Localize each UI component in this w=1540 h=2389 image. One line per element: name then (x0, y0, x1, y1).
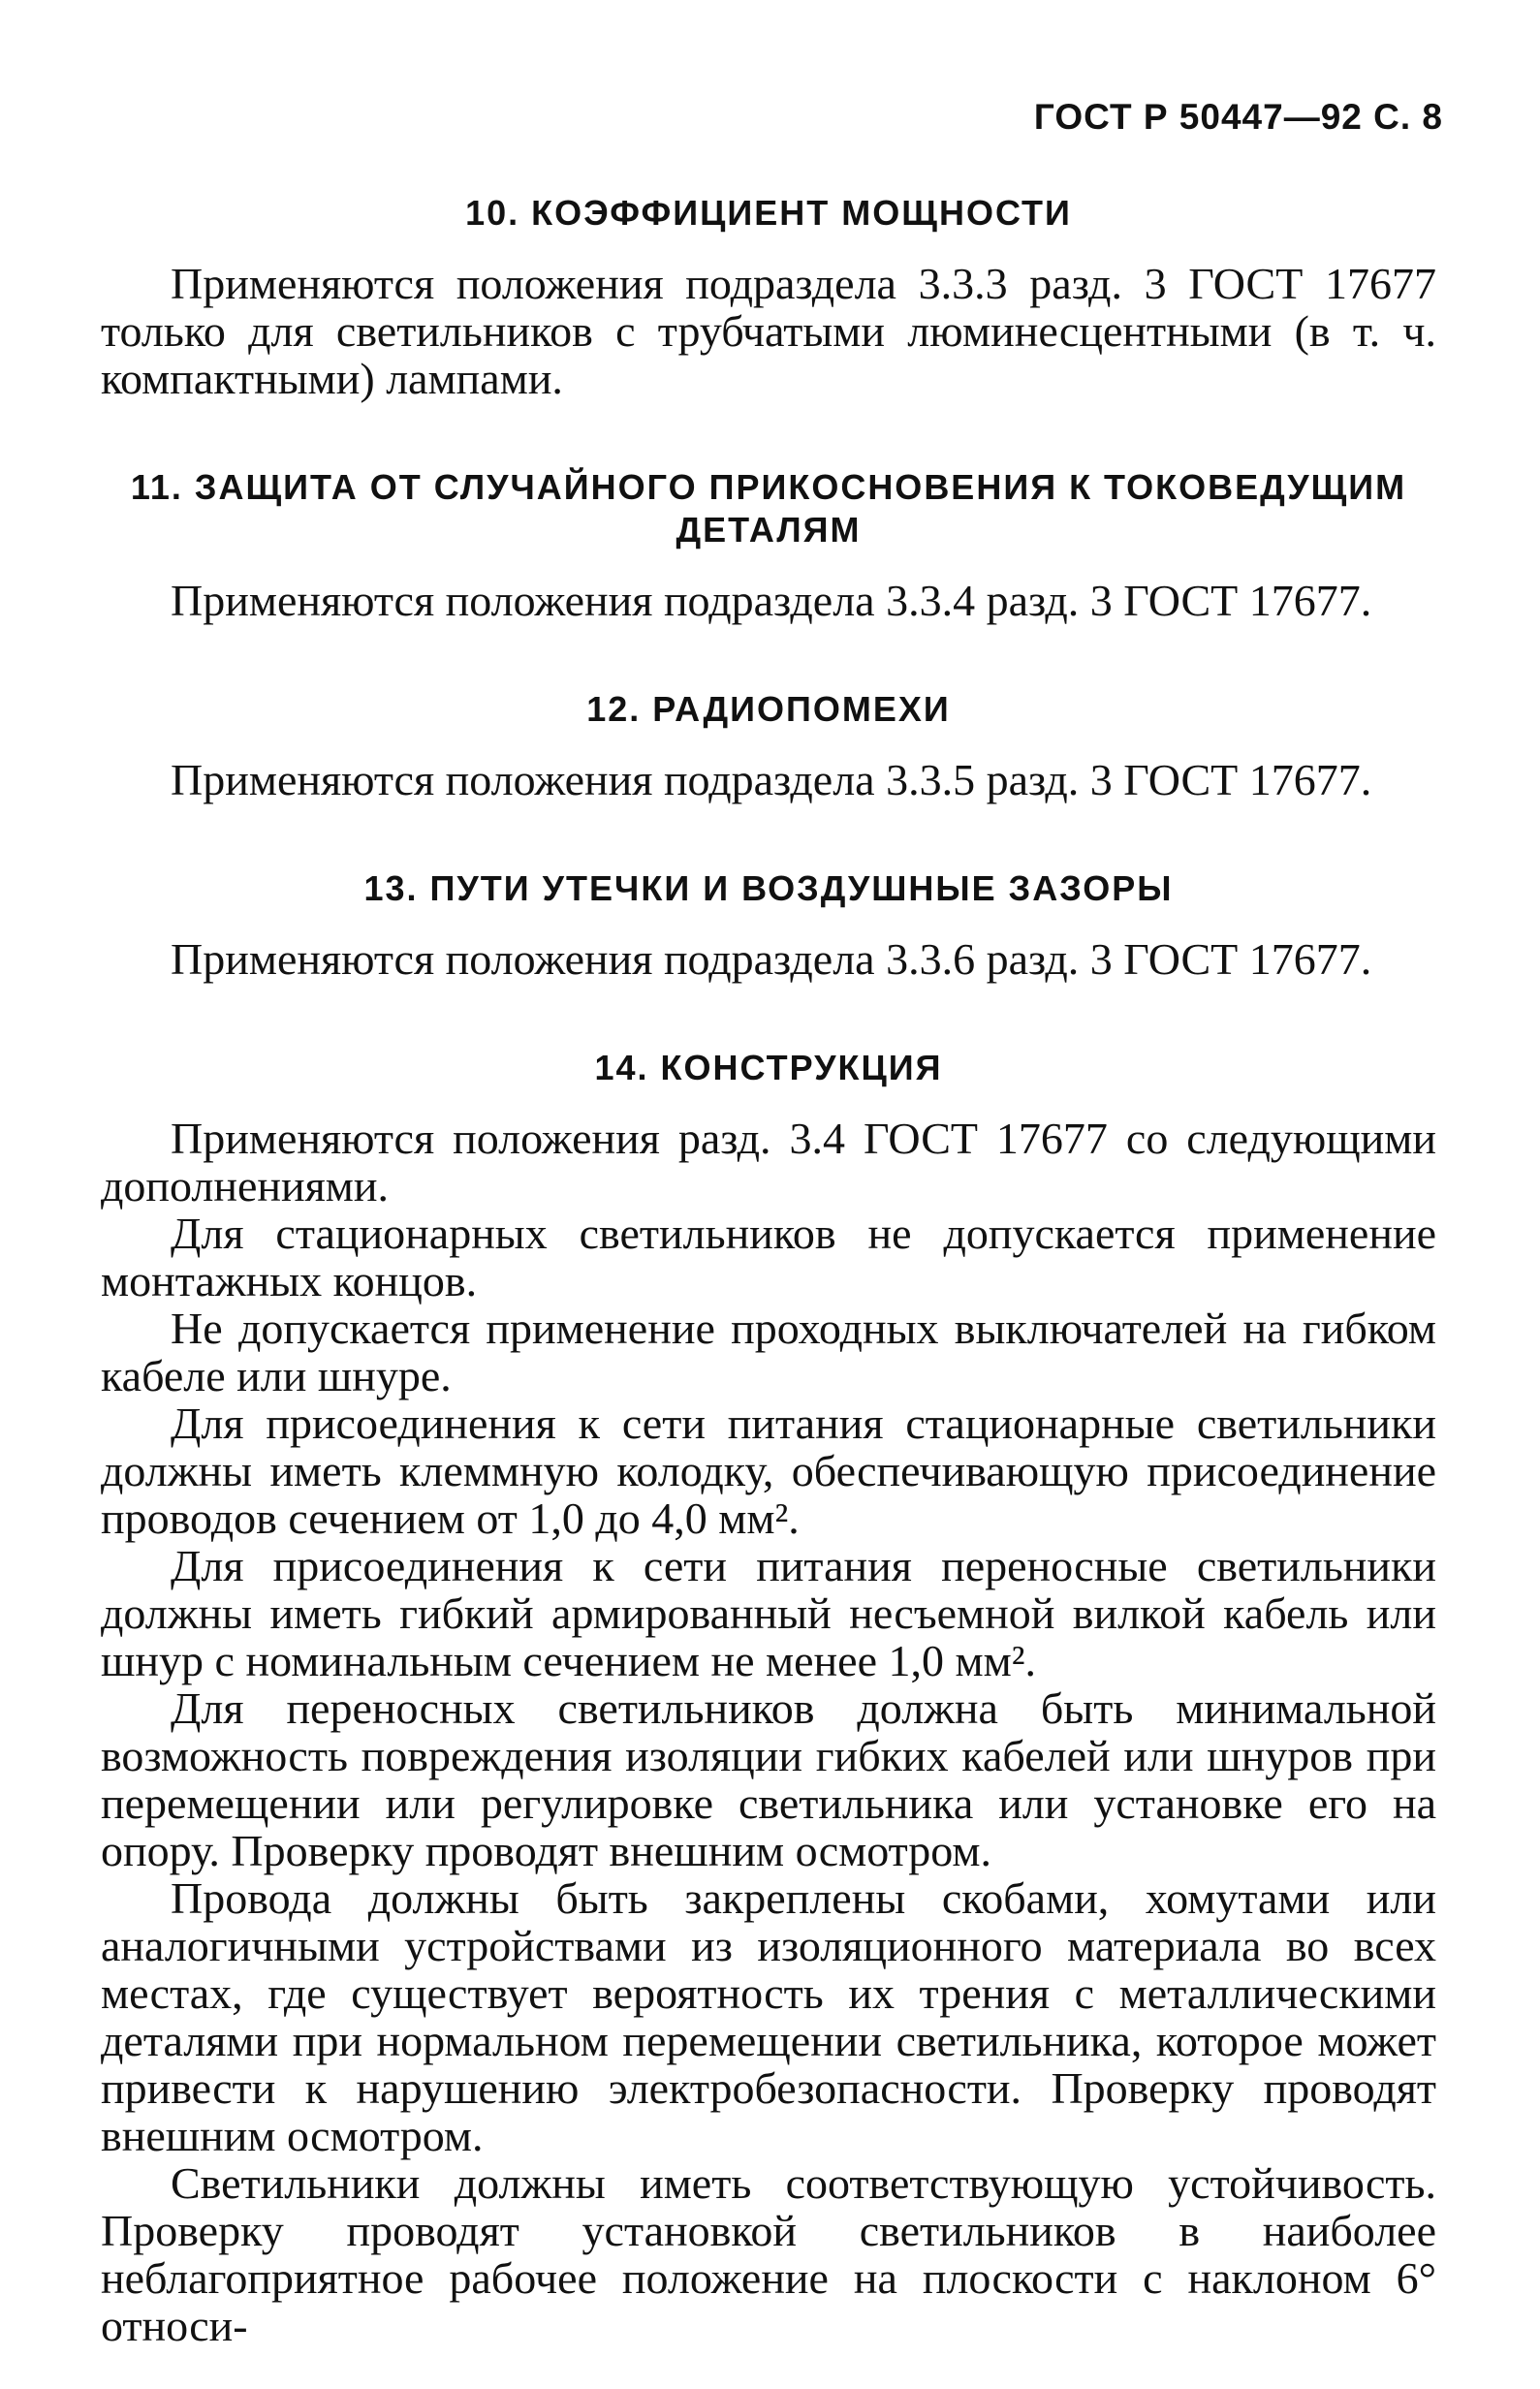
paragraph: Для стационарных светильников не допускается применение монтажных концов. (101, 1209, 1436, 1305)
paragraph: Применяются положения подраздела 3.3.4 разд. 3 ГОСТ 17677. (171, 576, 1372, 625)
section-title: 14. КОНСТРУКЦИЯ (594, 1048, 943, 1087)
paragraph: Провода должны быть закреплены скобами, хомутами или аналогичными устройствами из изоляционного материала во всех местах, где существует вероятность их трения с металлическими деталями при нормальном перемещении светильника, которое может привести к нарушению электробезопасности. Проверку проводят внешним осмотром. (101, 1873, 1436, 2160)
section-13 (101, 867, 1436, 983)
paragraph: Для присоединения к сети питания стационарные светильники должны иметь клеммную колодку, обеспечивающую присоединение проводов сечением от 1,0 до 4,0 мм². (101, 1399, 1436, 1543)
section-12 (101, 688, 1436, 803)
paragraph: Для переносных светильников должна быть минимальной возможность повреждения изоляции гибких кабелей или шнуров при перемещении или регулировке светильника или установке его на опору. Проверку проводят внешним осмотром. (101, 1683, 1436, 1875)
section-title: 12. РАДИОПОМЕХИ (586, 689, 951, 729)
section-title: 13. ПУТИ УТЕЧКИ И ВОЗДУШНЫЕ ЗАЗОРЫ (363, 868, 1174, 908)
section-title: 10. КОЭФФИЦИЕНТ МОЩНОСТИ (465, 193, 1072, 233)
paragraph: Применяются положения подраздела 3.3.6 разд. 3 ГОСТ 17677. (171, 934, 1372, 984)
section-14 (101, 1047, 1436, 2349)
paragraph: Применяются положения подраздела 3.3.3 разд. 3 ГОСТ 17677 только для светильников с трубчатыми люминесцентными (в т. ч. компактными) лампами. (101, 259, 1436, 403)
section-title: 11. ЗАЩИТА ОТ СЛУЧАЙНОГО ПРИКОСНОВЕНИЯ К ТОКОВЕДУЩИМ ДЕТАЛЯМ (130, 467, 1407, 550)
section-10 (101, 192, 1436, 402)
paragraph: Для присоединения к сети питания переносные светильники должны иметь гибкий армированный несъемной вилкой кабель или шнур с номинальным сечением не менее 1,0 мм². (101, 1541, 1436, 1685)
section-11 (101, 466, 1436, 624)
paragraph: Применяются положения подраздела 3.3.5 разд. 3 ГОСТ 17677. (171, 755, 1372, 804)
paragraph: Не допускается применение проходных выключателей на гибком кабеле или шнуре. (101, 1304, 1436, 1400)
paragraph: Применяются положения разд. 3.4 ГОСТ 17677 со следующими дополнениями. (101, 1114, 1436, 1210)
running-header: ГОСТ Р 50447—92 С. 8 (1033, 97, 1443, 137)
document-body (101, 192, 1436, 2349)
paragraph: Светильники должны иметь соответствующую устойчивость. Проверку проводят установкой светильников в наиболее неблагоприятное рабочее положение на плоскости с наклоном 6° относи- (101, 2158, 1436, 2350)
